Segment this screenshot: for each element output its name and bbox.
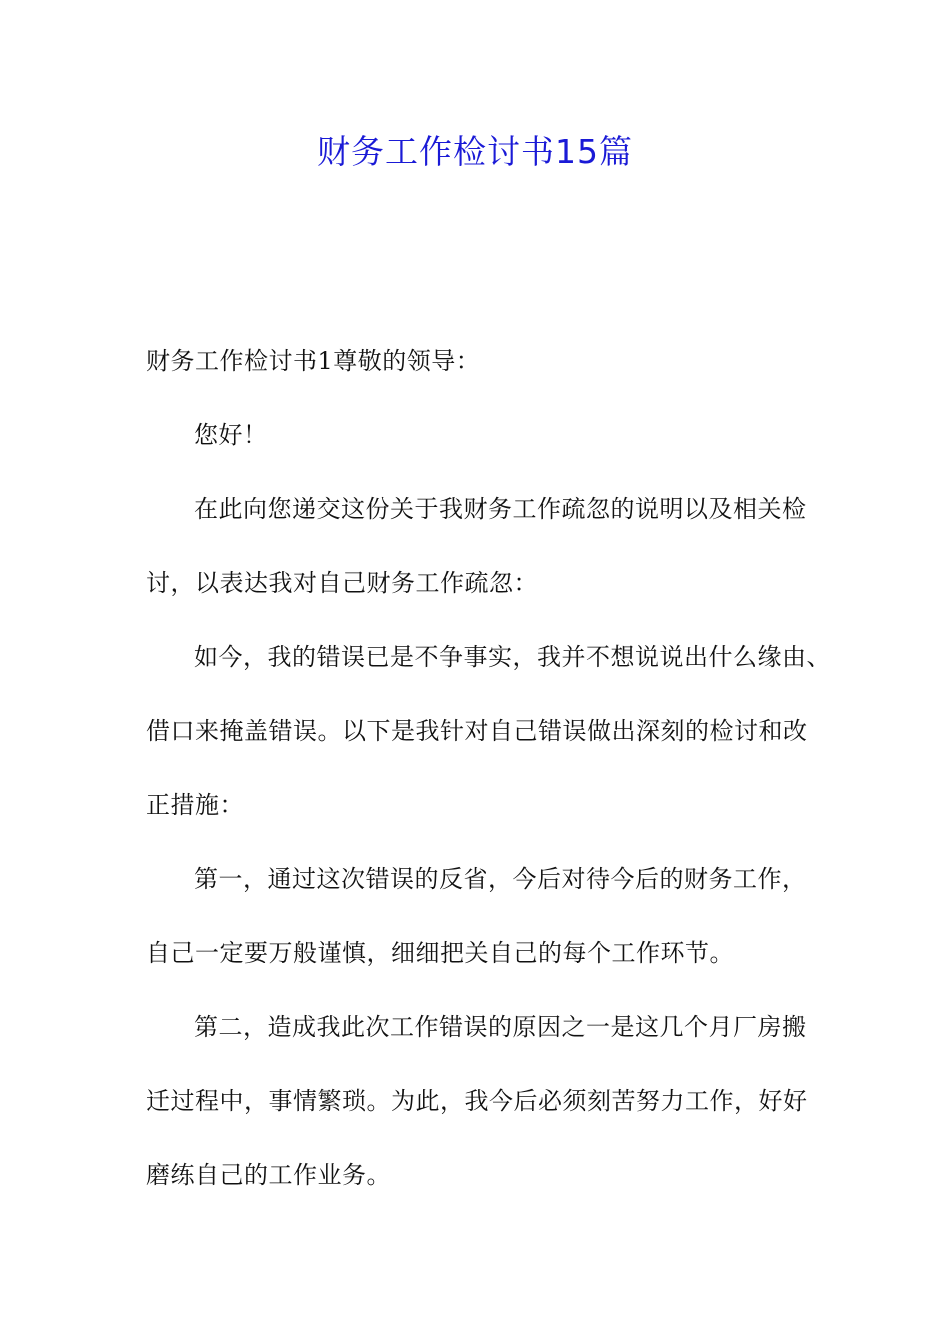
paragraph-line: 借口来掩盖错误。以下是我针对自己错误做出深刻的检讨和改	[146, 717, 808, 745]
paragraph-line: 第二，造成我此次工作错误的原因之一是这几个月厂房搬	[194, 1013, 807, 1041]
paragraph-line: 迁过程中，事情繁琐。为此，我今后必须刻苦努力工作，好好	[146, 1087, 808, 1115]
greeting-line: 您好！	[194, 421, 268, 449]
paragraph-line: 讨，以表达我对自己财务工作疏忽：	[146, 569, 538, 597]
paragraph-line: 磨练自己的工作业务。	[146, 1161, 391, 1189]
paragraph-line: 第一，通过这次错误的反省，今后对待今后的财务工作，	[194, 865, 807, 893]
document-title: 财务工作检讨书15篇	[317, 132, 633, 171]
salutation-line: 财务工作检讨书1尊敬的领导：	[146, 347, 481, 375]
paragraph-line: 在此向您递交这份关于我财务工作疏忽的说明以及相关检	[194, 495, 807, 523]
paragraph-line: 如今，我的错误已是不争事实，我并不想说说出什么缘由、	[194, 643, 831, 671]
paragraph-line: 自己一定要万般谨慎，细细把关自己的每个工作环节。	[146, 939, 734, 967]
paragraph-line: 正措施：	[146, 791, 244, 819]
